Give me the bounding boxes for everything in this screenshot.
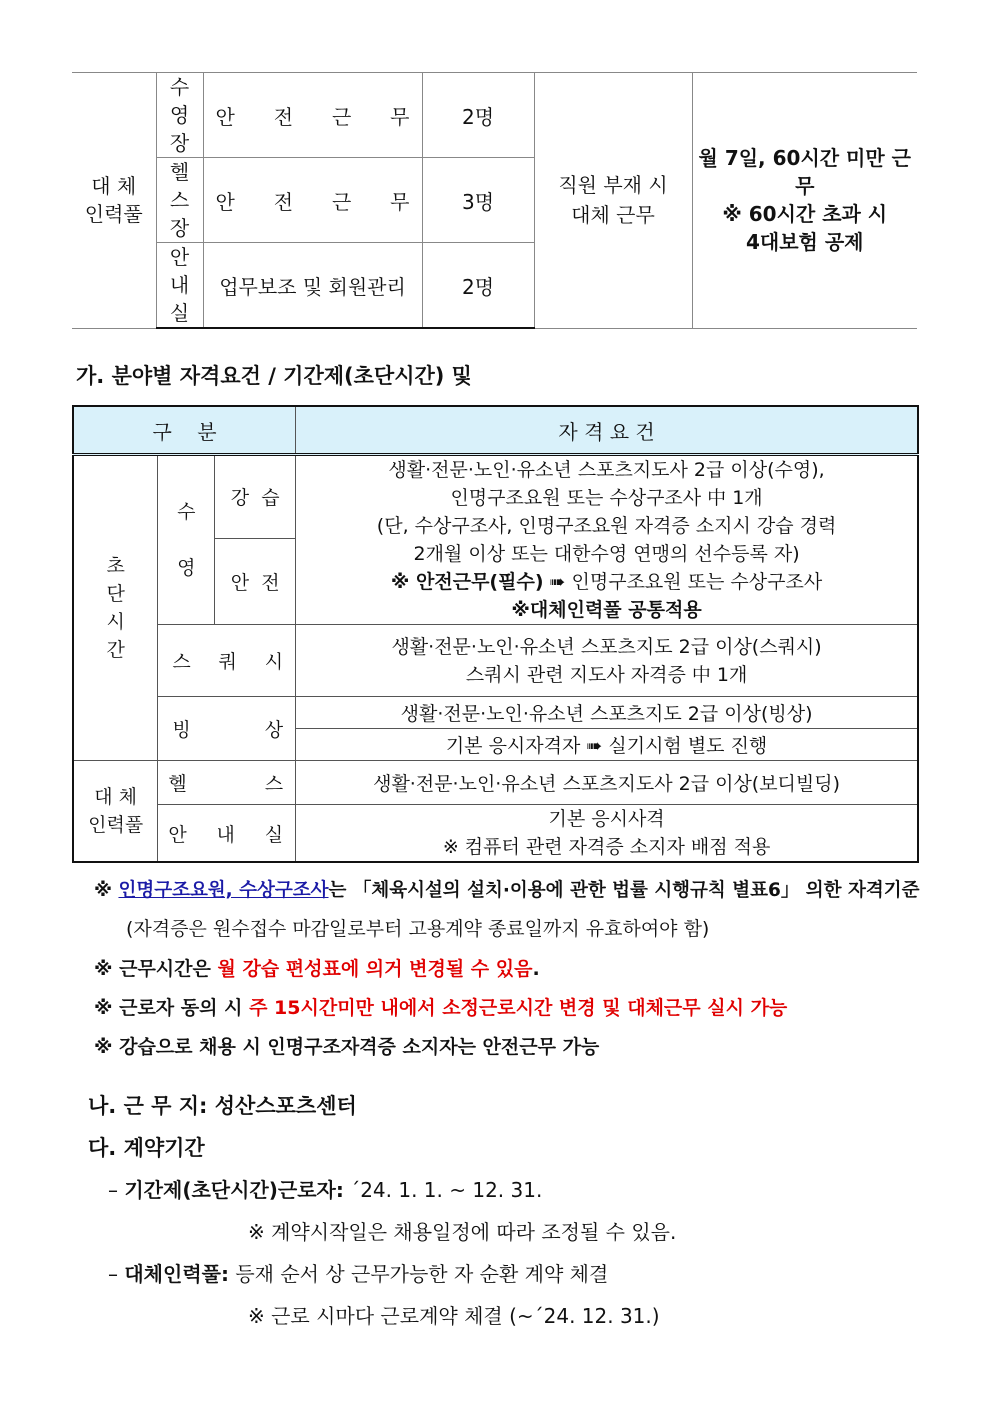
place-cell: [156, 243, 203, 329]
contract-label: 대체인력풀:: [124, 1262, 229, 1286]
req-line: 생활·전문·노인·유소년 스포츠지도 2급 이상(스쿼시): [391, 635, 822, 658]
note-1-sub: (자격증은 원수접수 마감일로부터 고용계약 종료일까지 유효하여야 함): [126, 918, 710, 940]
group-label-line2: 인력풀: [84, 202, 143, 227]
ice-requirement-1: 생활·전문·노인·유소년 스포츠지도 2급 이상(빙상): [296, 697, 918, 729]
duty-char: 무: [390, 104, 410, 129]
swim-char: 수: [177, 501, 196, 523]
req-text: 실기시험 별도 진행: [608, 735, 768, 757]
ice-char: 상: [264, 719, 284, 741]
info-char: 실: [264, 823, 284, 846]
section-da-contract: 다. 계약기간: [88, 1136, 205, 1160]
duty-char: 근: [331, 189, 352, 214]
contract-note-2: ※ 근로 시마다 근로계약 체결 (~´24. 12. 31.): [248, 1304, 660, 1328]
contract-value: 등재 순서 상 근무가능한 자 순환 계약 체결: [235, 1262, 609, 1286]
arrow-icon: ➠: [549, 571, 566, 593]
duty-char: 전: [273, 104, 294, 129]
place-cell: [156, 158, 203, 243]
ice-label: [158, 697, 296, 761]
squash-char: 스: [172, 651, 191, 673]
count-cell: 2명: [422, 243, 534, 329]
squash-char: 시: [264, 651, 284, 673]
place-cell: [156, 73, 203, 158]
place-char: 장: [169, 131, 190, 155]
req-line: 스쿼시 관련 지도사 자격증 中 1개: [465, 663, 748, 686]
ice-char: 빙: [172, 719, 191, 741]
group-label: [72, 73, 156, 329]
swim-sub-safety: 안 전: [215, 538, 296, 624]
req-line: 생활·전문·노인·유소년 스포츠지도사 2급 이상(수영),: [388, 459, 825, 481]
note-line: 4대보험 공제: [746, 230, 864, 255]
info-char: 내: [216, 823, 235, 846]
contract-line-1: [108, 1174, 542, 1203]
note-mark: ※: [94, 880, 112, 901]
duty-cell: 업무보조 및 회원관리: [203, 243, 422, 329]
duty-char: 전: [273, 189, 294, 214]
req-line: ※대체인력풀 공통적용: [511, 599, 702, 621]
contract-value: ´24. 1. 1. ~ 12. 31.: [350, 1178, 543, 1202]
dash: –: [108, 1178, 118, 1202]
note-text: 는 「체육시설의 설치·이용에 관한 법률 시행규칙 별표6」 의한 자격기준: [328, 880, 920, 901]
req-line: ※ 컴퓨터 관련 자격증 소지자 배점 적용: [442, 836, 771, 858]
req-line: 인명구조요원 또는 수상구조사 中 1개: [450, 487, 763, 509]
cho-label: [73, 455, 158, 761]
arrow-icon: ➠: [586, 735, 603, 757]
squash-requirements: [296, 625, 918, 697]
note-2: [94, 954, 540, 981]
note-3: [94, 993, 787, 1020]
note-4: ※ 강습으로 채용 시 인명구조자격증 소지자는 안전근무 가능: [94, 1036, 600, 1058]
note-1: [94, 876, 919, 902]
cho-char: 단: [106, 583, 125, 605]
sub-pool-label: [73, 761, 158, 863]
note-text: ※ 근무시간은: [94, 958, 211, 980]
place-char: 스: [169, 188, 190, 212]
squash-label: [158, 625, 296, 697]
section-na-worksite: 나. 근 무 지: 성산스포츠센터: [88, 1094, 357, 1118]
cho-char: 시: [106, 611, 125, 633]
req-line: 2개월 이상 또는 대한수영 연맹의 선수등록 자): [413, 543, 800, 565]
swim-requirements: [296, 455, 918, 625]
duty-char: 근: [331, 104, 352, 129]
place-char: 영: [169, 103, 190, 127]
note-line: 월 7일, 60시간 미만 근무: [698, 146, 911, 199]
req-text: 인명구조요원 또는 수상구조사: [571, 571, 823, 593]
req-line: (단, 수상구조사, 인명구조요원 자격증 소지시 강습 경력: [376, 515, 837, 537]
health-requirement: 생활·전문·노인·유소년 스포츠지도사 2급 이상(보디빌딩): [296, 761, 918, 805]
header-category: 구 분: [73, 406, 296, 455]
swim-sub-lesson: 강 습: [215, 455, 296, 539]
note-line: ※ 60시간 초과 시: [722, 202, 888, 227]
contract-label: 기간제(초단시간)근로자:: [124, 1178, 344, 1202]
note-highlight: 주 15시간미만 내에서 소정근로시간 변경 및 대체근무 실시 가능: [249, 997, 788, 1019]
duty-char: 무: [390, 189, 410, 214]
header-requirements: 자 격 요 건: [296, 406, 918, 455]
info-label: [158, 805, 296, 863]
place-char: 수: [169, 75, 190, 99]
note-text: .: [532, 958, 540, 980]
sub-pool-line: 인력풀: [88, 814, 144, 836]
note-highlight: 인명구조요원, 수상구조사: [118, 880, 329, 901]
swim-char: 영: [177, 557, 196, 579]
place-char: 내: [169, 273, 190, 297]
duty-char: 안: [215, 189, 235, 214]
swim-label: [158, 455, 215, 625]
req-line: 기본 응시사격: [548, 808, 665, 830]
duty-char: 안: [215, 104, 235, 129]
cho-char: 간: [106, 639, 125, 661]
condition-line: 직원 부재 시: [558, 173, 668, 198]
count-cell: 2명: [422, 73, 534, 158]
note-text: ※ 근로자 동의 시: [94, 997, 243, 1019]
substitute-pool-table: [72, 72, 917, 329]
info-requirements: [296, 805, 918, 863]
duty-cell: [203, 158, 422, 243]
info-char: 안: [168, 823, 187, 846]
req-line: [296, 568, 917, 596]
health-char: 스: [264, 773, 284, 795]
section-ga-title: 가. 분야별 자격요건 / 기간제(초단시간) 및: [76, 364, 472, 388]
health-label: [158, 761, 296, 805]
req-text: 기본 응시자격자: [445, 735, 581, 757]
ice-requirement-2: [296, 729, 918, 761]
squash-char: 쿼: [218, 651, 237, 673]
condition-cell: [534, 73, 692, 329]
group-label-line1: 대 체: [91, 174, 137, 199]
cho-char: 초: [106, 555, 125, 577]
note-highlight: 월 강습 편성표에 의거 변경될 수 있음: [217, 958, 533, 980]
contract-line-2: [108, 1258, 608, 1287]
dash: –: [108, 1262, 118, 1286]
qualification-table: [72, 405, 919, 863]
place-char: 장: [169, 216, 190, 240]
place-char: 실: [169, 301, 190, 325]
sub-pool-line: 대 체: [94, 786, 138, 808]
duty-cell: [203, 73, 422, 158]
condition-line: 대체 근무: [571, 203, 655, 228]
place-char: 안: [169, 245, 190, 269]
health-char: 헬: [168, 773, 187, 795]
contract-note-1: ※ 계약시작일은 채용일정에 따라 조정될 수 있음.: [248, 1220, 677, 1244]
count-cell: 3명: [422, 158, 534, 243]
safety-required-label: ※ 안전근무(필수): [390, 571, 544, 593]
place-char: 헬: [169, 160, 190, 184]
note-cell: [692, 73, 917, 329]
